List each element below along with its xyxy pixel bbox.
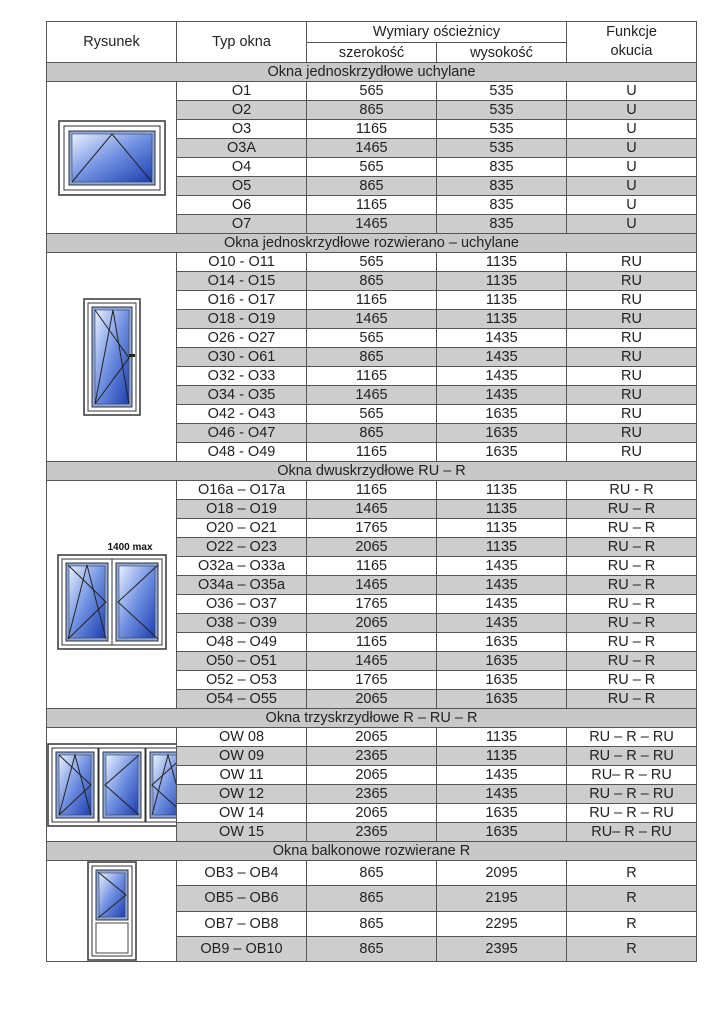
cell-funkcje: RU – R bbox=[567, 690, 697, 709]
header-wymiary: Wymiary ościeżnicy bbox=[307, 22, 567, 43]
section-title: Okna jednoskrzydłowe rozwierano – uchylane bbox=[47, 234, 697, 253]
cell-wysokosc: 1635 bbox=[437, 424, 567, 443]
header-wysokosc: wysokość bbox=[437, 43, 567, 63]
cell-wysokosc: 535 bbox=[437, 120, 567, 139]
cell-typ-okna: O26 - O27 bbox=[177, 329, 307, 348]
cell-typ-okna: O38 – O39 bbox=[177, 614, 307, 633]
cell-funkcje: U bbox=[567, 101, 697, 120]
cell-typ-okna: O34 - O35 bbox=[177, 386, 307, 405]
cell-typ-okna: O48 - O49 bbox=[177, 443, 307, 462]
cell-wysokosc: 1435 bbox=[437, 348, 567, 367]
cell-wysokosc: 1435 bbox=[437, 329, 567, 348]
cell-wysokosc: 535 bbox=[437, 82, 567, 101]
cell-wysokosc: 2295 bbox=[437, 911, 567, 936]
cell-szerokosc: 565 bbox=[307, 158, 437, 177]
cell-szerokosc: 565 bbox=[307, 405, 437, 424]
table-row bbox=[47, 861, 697, 886]
cell-wysokosc: 1635 bbox=[437, 690, 567, 709]
section-header bbox=[47, 63, 697, 82]
cell-funkcje: U bbox=[567, 177, 697, 196]
cell-typ-okna: OB5 – OB6 bbox=[177, 886, 307, 911]
cell-typ-okna: OW 09 bbox=[177, 747, 307, 766]
window-tilt-icon bbox=[47, 82, 177, 234]
cell-funkcje: RU bbox=[567, 291, 697, 310]
cell-funkcje: RU bbox=[567, 424, 697, 443]
cell-typ-okna: O42 - O43 bbox=[177, 405, 307, 424]
cell-typ-okna: O50 – O51 bbox=[177, 652, 307, 671]
cell-szerokosc: 565 bbox=[307, 253, 437, 272]
cell-funkcje: R bbox=[567, 911, 697, 936]
cell-szerokosc: 1465 bbox=[307, 139, 437, 158]
cell-funkcje: RU – R bbox=[567, 671, 697, 690]
cell-wysokosc: 1135 bbox=[437, 253, 567, 272]
cell-szerokosc: 2365 bbox=[307, 747, 437, 766]
cell-wysokosc: 1635 bbox=[437, 823, 567, 842]
cell-typ-okna: O16 - O17 bbox=[177, 291, 307, 310]
cell-szerokosc: 565 bbox=[307, 329, 437, 348]
cell-wysokosc: 1435 bbox=[437, 576, 567, 595]
cell-funkcje: RU bbox=[567, 253, 697, 272]
section-title: Okna balkonowe rozwierane R bbox=[47, 842, 697, 861]
cell-typ-okna: O1 bbox=[177, 82, 307, 101]
cell-funkcje: RU – R – RU bbox=[567, 785, 697, 804]
cell-szerokosc: 865 bbox=[307, 886, 437, 911]
cell-funkcje: RU bbox=[567, 405, 697, 424]
cell-szerokosc: 2065 bbox=[307, 538, 437, 557]
cell-funkcje: U bbox=[567, 120, 697, 139]
header-funkcje bbox=[567, 22, 697, 63]
cell-funkcje: RU bbox=[567, 329, 697, 348]
cell-funkcje: RU – R bbox=[567, 500, 697, 519]
cell-typ-okna: OW 11 bbox=[177, 766, 307, 785]
cell-wysokosc: 835 bbox=[437, 177, 567, 196]
cell-funkcje: U bbox=[567, 139, 697, 158]
cell-typ-okna: O30 - O61 bbox=[177, 348, 307, 367]
cell-funkcje: U bbox=[567, 82, 697, 101]
cell-typ-okna: O54 – O55 bbox=[177, 690, 307, 709]
cell-szerokosc: 865 bbox=[307, 348, 437, 367]
cell-wysokosc: 2395 bbox=[437, 936, 567, 961]
cell-szerokosc: 865 bbox=[307, 911, 437, 936]
cell-szerokosc: 865 bbox=[307, 861, 437, 886]
cell-szerokosc: 865 bbox=[307, 177, 437, 196]
cell-wysokosc: 1135 bbox=[437, 538, 567, 557]
cell-wysokosc: 1135 bbox=[437, 310, 567, 329]
cell-typ-okna: O16a – O17a bbox=[177, 481, 307, 500]
cell-funkcje: RU – R bbox=[567, 595, 697, 614]
cell-szerokosc: 1165 bbox=[307, 120, 437, 139]
header-rysunek: Rysunek bbox=[47, 22, 177, 63]
cell-wysokosc: 1135 bbox=[437, 728, 567, 747]
table-row bbox=[47, 481, 697, 500]
cell-szerokosc: 1465 bbox=[307, 215, 437, 234]
cell-typ-okna: O22 – O23 bbox=[177, 538, 307, 557]
cell-funkcje: U bbox=[567, 215, 697, 234]
cell-szerokosc: 1765 bbox=[307, 671, 437, 690]
header-szerokosc: szerokość bbox=[307, 43, 437, 63]
cell-szerokosc: 865 bbox=[307, 101, 437, 120]
cell-typ-okna: O32 - O33 bbox=[177, 367, 307, 386]
cell-funkcje: RU bbox=[567, 348, 697, 367]
cell-wysokosc: 1635 bbox=[437, 633, 567, 652]
svg-text:1400 max: 1400 max bbox=[106, 541, 153, 553]
cell-wysokosc: 1135 bbox=[437, 481, 567, 500]
cell-funkcje: RU – R – RU bbox=[567, 804, 697, 823]
section-header bbox=[47, 234, 697, 253]
cell-typ-okna: O18 - O19 bbox=[177, 310, 307, 329]
cell-funkcje: U bbox=[567, 196, 697, 215]
cell-wysokosc: 835 bbox=[437, 196, 567, 215]
cell-funkcje: RU – R – RU bbox=[567, 728, 697, 747]
cell-wysokosc: 535 bbox=[437, 101, 567, 120]
cell-funkcje: U bbox=[567, 158, 697, 177]
cell-wysokosc: 1635 bbox=[437, 804, 567, 823]
cell-wysokosc: 1435 bbox=[437, 766, 567, 785]
cell-funkcje: RU – R bbox=[567, 576, 697, 595]
cell-typ-okna: O20 – O21 bbox=[177, 519, 307, 538]
cell-funkcje: R bbox=[567, 936, 697, 961]
cell-szerokosc: 1465 bbox=[307, 652, 437, 671]
cell-funkcje: RU bbox=[567, 272, 697, 291]
cell-typ-okna: O10 - O11 bbox=[177, 253, 307, 272]
table-row bbox=[47, 253, 697, 272]
cell-funkcje: RU – R bbox=[567, 519, 697, 538]
cell-typ-okna: OB3 – OB4 bbox=[177, 861, 307, 886]
cell-szerokosc: 565 bbox=[307, 82, 437, 101]
cell-wysokosc: 535 bbox=[437, 139, 567, 158]
cell-szerokosc: 1165 bbox=[307, 557, 437, 576]
cell-szerokosc: 1765 bbox=[307, 519, 437, 538]
cell-szerokosc: 2065 bbox=[307, 614, 437, 633]
cell-wysokosc: 1435 bbox=[437, 595, 567, 614]
cell-szerokosc: 1165 bbox=[307, 633, 437, 652]
cell-szerokosc: 1165 bbox=[307, 481, 437, 500]
cell-typ-okna: OW 08 bbox=[177, 728, 307, 747]
cell-wysokosc: 1635 bbox=[437, 443, 567, 462]
header-funkcje-line1: Funkcje bbox=[606, 24, 657, 40]
cell-typ-okna: OB9 – OB10 bbox=[177, 936, 307, 961]
cell-wysokosc: 1135 bbox=[437, 519, 567, 538]
cell-typ-okna: O3 bbox=[177, 120, 307, 139]
cell-funkcje: RU – R bbox=[567, 633, 697, 652]
cell-typ-okna: O46 - O47 bbox=[177, 424, 307, 443]
cell-szerokosc: 865 bbox=[307, 272, 437, 291]
cell-typ-okna: O2 bbox=[177, 101, 307, 120]
cell-wysokosc: 1435 bbox=[437, 367, 567, 386]
cell-wysokosc: 1135 bbox=[437, 291, 567, 310]
cell-szerokosc: 2365 bbox=[307, 823, 437, 842]
cell-typ-okna: O4 bbox=[177, 158, 307, 177]
cell-szerokosc: 2365 bbox=[307, 785, 437, 804]
cell-funkcje: RU– R – RU bbox=[567, 766, 697, 785]
cell-funkcje: RU– R – RU bbox=[567, 823, 697, 842]
section-header bbox=[47, 842, 697, 861]
cell-typ-okna: OW 12 bbox=[177, 785, 307, 804]
cell-szerokosc: 1765 bbox=[307, 595, 437, 614]
cell-szerokosc: 2065 bbox=[307, 804, 437, 823]
cell-funkcje: RU – R bbox=[567, 614, 697, 633]
cell-typ-okna: O14 - O15 bbox=[177, 272, 307, 291]
cell-funkcje: RU – R bbox=[567, 557, 697, 576]
cell-typ-okna: O3A bbox=[177, 139, 307, 158]
cell-wysokosc: 1435 bbox=[437, 614, 567, 633]
cell-wysokosc: 2195 bbox=[437, 886, 567, 911]
section-title: Okna dwuskrzydłowe RU – R bbox=[47, 462, 697, 481]
cell-wysokosc: 1435 bbox=[437, 386, 567, 405]
cell-typ-okna: OW 15 bbox=[177, 823, 307, 842]
cell-szerokosc: 1165 bbox=[307, 196, 437, 215]
cell-szerokosc: 2065 bbox=[307, 728, 437, 747]
cell-typ-okna: O6 bbox=[177, 196, 307, 215]
cell-szerokosc: 1465 bbox=[307, 500, 437, 519]
cell-szerokosc: 1165 bbox=[307, 443, 437, 462]
cell-szerokosc: 1165 bbox=[307, 367, 437, 386]
cell-wysokosc: 1435 bbox=[437, 785, 567, 804]
cell-typ-okna: O52 – O53 bbox=[177, 671, 307, 690]
section-title: Okna jednoskrzydłowe uchylane bbox=[47, 63, 697, 82]
cell-wysokosc: 835 bbox=[437, 158, 567, 177]
cell-funkcje: RU – R bbox=[567, 652, 697, 671]
window-tilt-turn-icon bbox=[47, 253, 177, 462]
table-row bbox=[47, 82, 697, 101]
cell-szerokosc: 2065 bbox=[307, 690, 437, 709]
cell-typ-okna: O48 – O49 bbox=[177, 633, 307, 652]
cell-funkcje: R bbox=[567, 861, 697, 886]
cell-funkcje: RU - R bbox=[567, 481, 697, 500]
cell-szerokosc: 1465 bbox=[307, 386, 437, 405]
cell-funkcje: RU bbox=[567, 367, 697, 386]
section-header bbox=[47, 709, 697, 728]
cell-szerokosc: 2065 bbox=[307, 766, 437, 785]
cell-szerokosc: 865 bbox=[307, 424, 437, 443]
cell-funkcje: RU bbox=[567, 386, 697, 405]
header-funkcje-line2: okucia bbox=[610, 43, 653, 59]
cell-wysokosc: 1435 bbox=[437, 557, 567, 576]
cell-typ-okna: O5 bbox=[177, 177, 307, 196]
cell-funkcje: RU bbox=[567, 443, 697, 462]
cell-wysokosc: 2095 bbox=[437, 861, 567, 886]
cell-typ-okna: O32a – O33a bbox=[177, 557, 307, 576]
cell-typ-okna: O18 – O19 bbox=[177, 500, 307, 519]
cell-typ-okna: O36 – O37 bbox=[177, 595, 307, 614]
section-header bbox=[47, 462, 697, 481]
header-typ-okna: Typ okna bbox=[177, 22, 307, 63]
cell-wysokosc: 1635 bbox=[437, 652, 567, 671]
cell-funkcje: RU bbox=[567, 310, 697, 329]
cell-wysokosc: 1135 bbox=[437, 747, 567, 766]
cell-szerokosc: 865 bbox=[307, 936, 437, 961]
cell-wysokosc: 835 bbox=[437, 215, 567, 234]
cell-szerokosc: 1165 bbox=[307, 291, 437, 310]
cell-szerokosc: 1465 bbox=[307, 310, 437, 329]
cell-funkcje: R bbox=[567, 886, 697, 911]
cell-wysokosc: 1635 bbox=[437, 671, 567, 690]
balcony-door-icon bbox=[47, 861, 177, 962]
cell-wysokosc: 1635 bbox=[437, 405, 567, 424]
cell-funkcje: RU – R – RU bbox=[567, 747, 697, 766]
cell-szerokosc: 1465 bbox=[307, 576, 437, 595]
cell-typ-okna: OB7 – OB8 bbox=[177, 911, 307, 936]
table-row bbox=[47, 728, 697, 747]
cell-typ-okna: O7 bbox=[177, 215, 307, 234]
window-double-icon bbox=[47, 481, 177, 709]
section-title: Okna trzyskrzydłowe R – RU – R bbox=[47, 709, 697, 728]
cell-funkcje: RU – R bbox=[567, 538, 697, 557]
cell-typ-okna: O34a – O35a bbox=[177, 576, 307, 595]
window-triple-icon bbox=[47, 728, 177, 842]
window-dimensions-table bbox=[46, 21, 697, 962]
cell-typ-okna: OW 14 bbox=[177, 804, 307, 823]
cell-wysokosc: 1135 bbox=[437, 500, 567, 519]
cell-wysokosc: 1135 bbox=[437, 272, 567, 291]
